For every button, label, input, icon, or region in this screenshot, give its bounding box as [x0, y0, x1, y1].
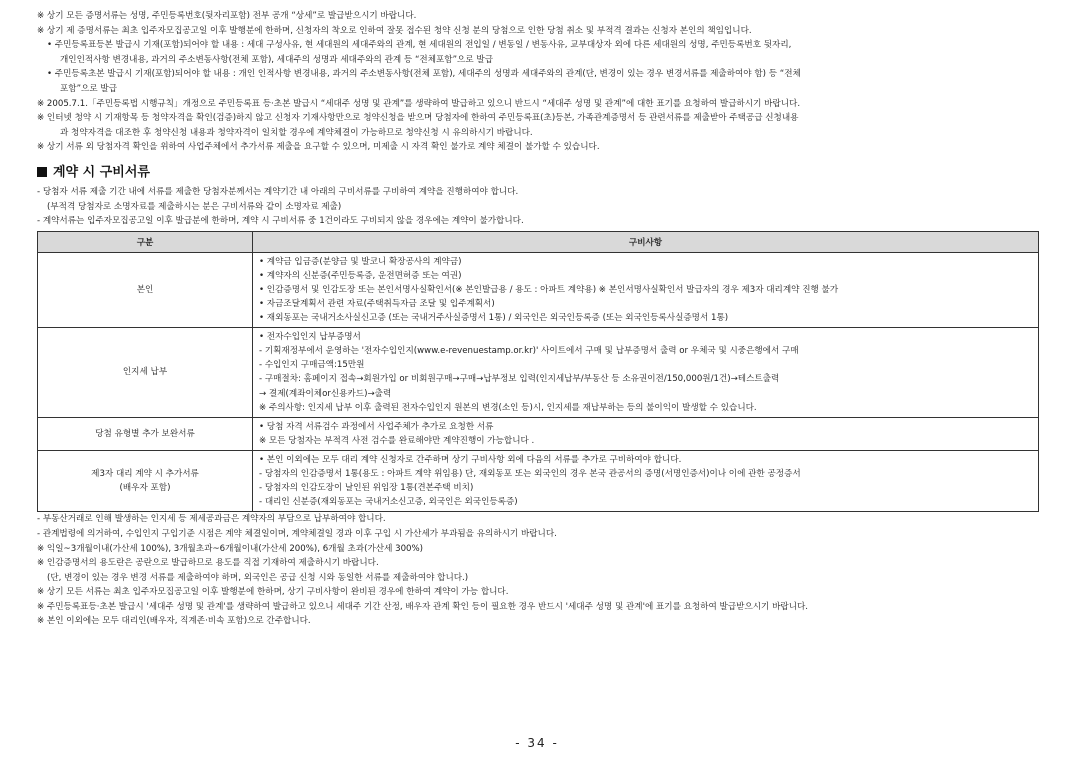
note-line: 과 청약자격을 대조한 후 청약신청 내용과 청약자격이 일치할 경우에 계약체결이 가능하므로 청약신청 시 유의하시기 바랍니다. — [60, 127, 533, 138]
requirement-item: • 본인 이외에는 모두 대리 계약 신청자로 간주하며 상기 구비사항 외에 다음의 서류를 추가로 구비하여야 합니다. — [259, 454, 682, 465]
section-title: 계약 시 구비서류 — [53, 164, 150, 180]
note-line: ※ 상기 모든 서류는 최초 입주자모집공고일 이후 발행분에 한하며, 상기 구비사항이 완비된 경우에 한하여 계약이 가능 합니다. — [37, 587, 509, 598]
note-line: ※ 인감증명서의 용도란은 공란으로 발급하므로 용도를 직접 기재하여 제출하시기 바랍니다. — [37, 558, 379, 569]
row-requirements — [253, 328, 1039, 418]
intro-line: - 당첨자 서류 제출 기간 내에 서류를 제출한 당첨자분께서는 계약기간 내 아래의 구비서류를 구비하여 계약을 진행하여야 합니다. — [37, 186, 519, 197]
note-line: ※ 상기 서류 외 당첨자격 확인을 위하여 사업주체에서 추가서류 제출을 요구할 수 있으며, 미제출 시 자격 확인 불가로 계약 체결이 불가할 수 있습니다. — [37, 142, 600, 153]
category-label: 당첨 유형별 추가 보완서류 — [95, 428, 195, 439]
requirement-item: • 전자수입인지 납부증명서 — [259, 332, 361, 343]
note-line: ※ 인터넷 청약 시 기재항목 등 청약자격을 확인(검증)하지 않고 신청자 기재사항만으로 청약신청을 받으며 당첨자에 한하여 주민등록표(초)등본, 가족관계증명서 등 관련서류를 제출받아 주택공급 신청내용 — [37, 113, 799, 124]
table-row — [38, 450, 1039, 511]
category-label: 제3자 대리 계약 시 추가서류 — [91, 469, 199, 480]
row-requirements — [253, 450, 1039, 511]
page-number: - 34 - — [515, 736, 559, 750]
section-heading — [37, 164, 1039, 182]
category-label: (배우자 포함) — [119, 483, 171, 494]
note-line: ※ 익일~3개월이내(가산세 100%), 3개월초과~6개월이내(가산세 200%), 6개월 초과(가산세 300%) — [37, 543, 424, 554]
table-row — [38, 328, 1039, 418]
requirement-item: - 당첨자의 인감증명서 1통(용도 : 아파트 계약 위임용) 단, 재외동포 또는 외국인의 경우 본국 관공서의 증명(서명인증서)이나 이에 관한 공정증서 — [259, 469, 801, 480]
row-category — [38, 252, 253, 327]
intro-line: (부적격 당첨자로 소명자료를 제출하시는 분은 구비서류와 같이 소명자료 제출) — [47, 201, 342, 212]
intro-notes — [37, 185, 1039, 229]
requirement-item: - 기획재정부에서 운영하는 '전자수입인지(www.e-revenuestamp.or.kr)' 사이트에서 구매 및 납부증명서 출력 or 우체국 및 시중은행에서 구매 — [259, 346, 799, 357]
table-body — [38, 252, 1039, 512]
table-header-row — [38, 231, 1039, 252]
note-line: - 부동산거래로 인해 발생하는 인지세 등 제세공과금은 계약자의 부담으로 납부하여야 합니다. — [37, 514, 386, 525]
requirement-item: - 구매절차: 홈페이지 접속→회원가입 or 비회원구매→구매→납부정보 입력(인지세납부/부동산 등 소유권이전/150,000원/1건)→테스트출력 — [259, 374, 780, 385]
row-requirements — [253, 252, 1039, 327]
requirement-item: ※ 모든 당첨자는 부적격 사전 검수를 완료해야만 계약진행이 가능합니다 . — [259, 435, 535, 446]
top-notes — [37, 9, 1039, 155]
requirement-item: • 재외동포는 국내거소사실신고증 (또는 국내거주사실증명서 1통) / 외국인은 외국인등록증 (또는 외국인등록사실증명서 1통) — [259, 313, 729, 324]
requirement-item: • 계약자의 신분증(주민등록증, 운전면허증 또는 여권) — [259, 270, 462, 281]
requirement-item: - 수입인지 구매금액:15만원 — [259, 360, 365, 371]
note-line: ※ 주민등록표등·초본 발급시 '세대주 성명 및 관계'를 생략하여 발급하고 있으니 세대주 기간 산정, 배우자 관계 확인 등이 필요한 경우 반드시 '세대주 성명 및 관계'에 표기를 요청하여 발급받으시기 바랍니다. — [37, 601, 809, 612]
required-documents-table — [37, 231, 1039, 513]
note-line: ※ 본인 이외에는 모두 대리인(배우자, 직계존·비속 포함)으로 간주합니다. — [37, 616, 311, 627]
row-category — [38, 417, 253, 450]
note-line: 개인인적사항 변경내용, 과거의 주소변동사항(전체 포함), 세대주의 성명과 세대주와의 관계 등 “전체포함”으로 발급 — [60, 54, 493, 65]
row-category — [38, 328, 253, 418]
note-line: • 주민등록표등본 발급시 기재(포함)되어야 할 내용 : 세대 구성사유, 현 세대원의 세대주와의 관계, 현 세대원의 전입일 / 변동일 / 변동사유, 교부대상자 외에 다른 세대원의 성명, 주민등록번호 뒷자리, — [47, 40, 792, 51]
table-row — [38, 252, 1039, 327]
header-requirements: 구비사항 — [253, 231, 1039, 252]
note-line: ※ 상기 모든 증명서류는 성명, 주민등록번호(뒷자리포함) 전부 공개 “상세”로 발급받으시기 바랍니다. — [37, 11, 417, 21]
bottom-notes — [37, 512, 1039, 629]
category-label: 인지세 납부 — [122, 367, 168, 378]
row-requirements — [253, 417, 1039, 450]
table-row — [38, 417, 1039, 450]
requirement-item: • 자금조달계획서 관련 자료(주택취득자금 조달 및 입주계획서) — [259, 299, 495, 309]
requirement-item: • 당첨 자격 서류검수 과정에서 사업주체가 추가로 요청한 서류 — [259, 421, 494, 432]
square-bullet-icon — [37, 167, 47, 177]
document-page — [37, 9, 1039, 629]
note-line: ※ 상기 제 증명서류는 최초 입주자모집공고일 이후 발행분에 한하며, 신청자의 착오로 인하여 잘못 접수된 청약 신청 분의 당첨으로 인한 당첨 취소 및 부적격 결과는 신청자 본인의 책임입니다. — [37, 25, 752, 36]
requirement-item: • 인감증명서 및 인감도장 또는 본인서명사실확인서(※ 본인발급용 / 용도 : 아파트 계약용) ※ 본인서명사실확인서 발급자의 경우 제3자 대리계약 진행 불가 — [259, 284, 839, 295]
note-line: - 관계법령에 의거하여, 수입인지 구입기준 시점은 계약 체결일이며, 계약체결일 경과 이후 구입 시 가산세가 부과됨을 유의하시기 바랍니다. — [37, 528, 557, 539]
requirement-item: • 계약금 입금증(분양금 및 발코니 확장공사의 계약금) — [259, 256, 462, 267]
requirement-item: - 대리인 신분증(재외동포는 국내거소신고증, 외국인은 외국인등록증) — [259, 497, 518, 508]
category-label: 본인 — [136, 284, 154, 295]
requirement-item: - 당첨자의 인감도장이 날인된 위임장 1통(견본주택 비치) — [259, 483, 474, 494]
header-category: 구분 — [38, 231, 253, 252]
intro-line: - 계약서류는 입주자모집공고일 이후 발급분에 한하며, 계약 시 구비서류 중 1건이라도 구비되지 않을 경우에는 계약이 불가합니다. — [37, 216, 524, 227]
requirement-item: ※ 주의사항: 인지세 납부 이후 출력된 전자수입인지 원본의 변경(소인 등)시, 인지세를 재납부하는 등의 불이익이 발생할 수 있습니다. — [259, 402, 757, 413]
note-line: (단, 변경이 있는 경우 변경 서류를 제출하여야 하며, 외국인은 공급 신청 시와 동일한 서류를 제출하여야 합니다.) — [47, 572, 469, 583]
note-line: 포함”으로 발급 — [60, 83, 117, 94]
row-category — [38, 450, 253, 511]
requirement-item: → 결제(계좌이체or신용카드)→출력 — [259, 388, 392, 399]
note-line: ※ 2005.7.1.「주민등록법 시행규칙」개정으로 주민등록표 등·초본 발급시 “세대주 성명 및 관계”를 생략하여 발급하고 있으니 반드시 “세대주 성명 및 관계”에 대한 표기를 요청하여 발급하시기 바랍니다. — [37, 98, 801, 109]
note-line: • 주민등록초본 발급시 기재(포함)되어야 할 내용 : 개인 인적사항 변경내용, 과거의 주소변동사항(전체 포함), 세대주의 성명과 세대주와의 관계(단, 변경이 있는 경우 변경서류를 제출하여야 함) 등 “전체 — [47, 69, 801, 80]
